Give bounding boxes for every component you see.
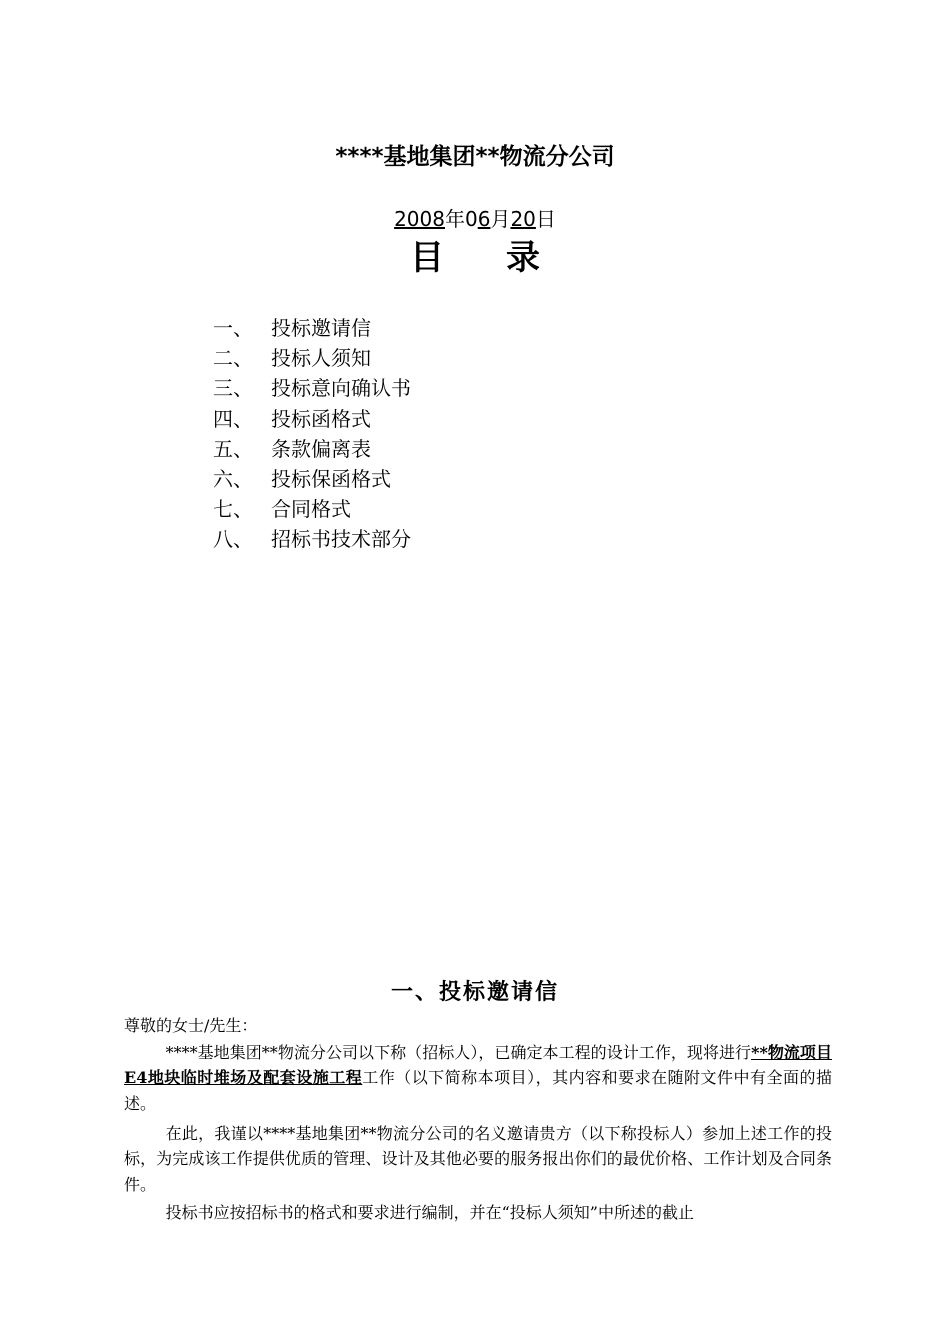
toc-item-number: 三、	[213, 376, 253, 401]
date-month-prefix: 0	[464, 207, 478, 231]
company-title: ****基地集团**物流分公司	[335, 144, 615, 170]
toc-item-number: 一、	[213, 316, 253, 340]
toc-item-label: 投标保函格式	[271, 466, 391, 491]
toc-item-number: 六、	[213, 466, 253, 491]
paragraph-intro-text-end: 工作（以下简称本项目），其内容和要求在随附文件中有全面的描述。	[124, 1068, 832, 1113]
project-name: **物流项目E4地块临时堆场及配套设施工程	[124, 1043, 832, 1088]
toc-item-label: 招标书技术部分	[271, 527, 411, 552]
toc-item[interactable]	[213, 524, 411, 554]
toc-item[interactable]	[213, 313, 411, 343]
section-heading: 一、投标邀请信	[390, 980, 559, 1005]
toc-heading-left: 目	[410, 238, 444, 278]
toc-item-label: 投标意向确认书	[271, 376, 411, 401]
toc-item-number: 八、	[213, 527, 253, 552]
toc-item[interactable]	[213, 434, 411, 464]
toc-item[interactable]	[213, 343, 411, 373]
toc-item[interactable]	[213, 373, 411, 403]
date-month-unit: 月	[490, 207, 511, 231]
document-date	[0, 205, 950, 233]
toc-item-label: 投标函格式	[271, 406, 371, 431]
toc-item[interactable]	[213, 404, 411, 434]
date-year-unit: 年	[444, 207, 465, 231]
toc-item[interactable]	[213, 464, 411, 494]
toc-item-number: 四、	[213, 406, 253, 431]
toc-heading-right: 录	[506, 238, 540, 278]
toc-item-label: 投标邀请信	[271, 316, 371, 340]
date-day: 20	[510, 207, 536, 231]
toc-item-label: 投标人须知	[271, 346, 371, 371]
date-day-unit: 日	[535, 207, 556, 231]
date-month: 6	[477, 207, 491, 231]
paragraph-format: 投标书应按招标书的格式和要求进行编制，并在“投标人须知”中所述的截止	[165, 1203, 694, 1222]
date-year: 2008	[394, 207, 445, 231]
paragraph-invitation: 在此，我谨以****基地集团**物流分公司的名义邀请贵方（以下称投标人）参加上述工作的投标，为完成该工作提供优质的管理、设计及其他必要的服务报出你们的最优价格、工作计划及合同条件。	[124, 1124, 832, 1194]
table-of-contents	[213, 313, 411, 555]
toc-item-label: 条款偏离表	[271, 436, 371, 461]
toc-item-number: 五、	[213, 436, 253, 461]
salutation: 尊敬的女士/先生：	[124, 1016, 258, 1035]
toc-item-number: 二、	[213, 346, 253, 371]
paragraph-intro	[124, 1040, 832, 1116]
toc-item-label: 合同格式	[271, 497, 351, 522]
toc-heading	[0, 236, 950, 280]
toc-item-number: 七、	[213, 497, 253, 522]
paragraph-intro-text-start: ****基地集团**物流分公司以下称（招标人），已确定本工程的设计工作，现将进行	[165, 1043, 752, 1062]
toc-item[interactable]	[213, 494, 411, 524]
